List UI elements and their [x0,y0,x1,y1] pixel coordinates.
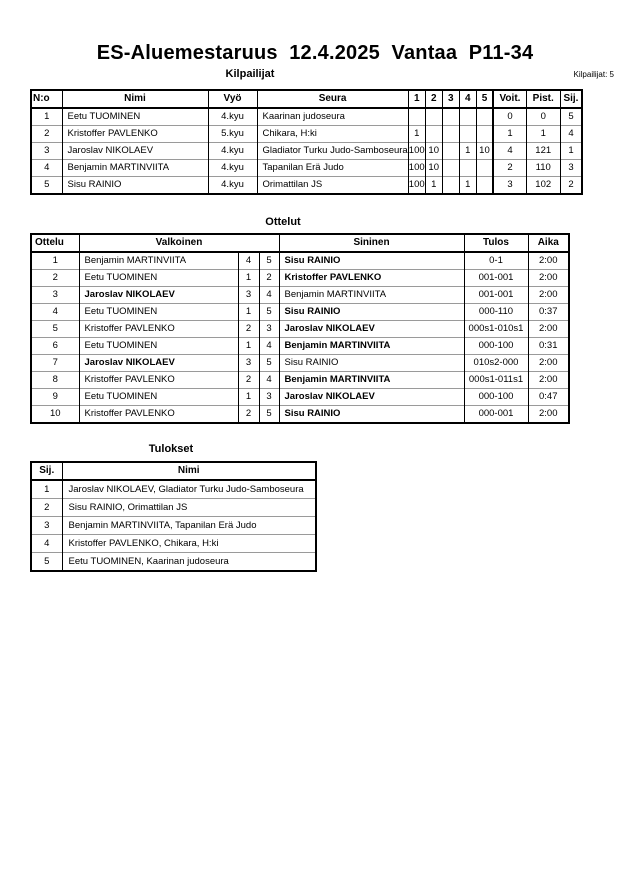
table-row [31,177,582,195]
cell-vyo: 4.kyu [208,108,257,126]
cell-snum: 3 [259,389,279,406]
cell-c4: 1 [459,143,476,160]
cell-c5 [476,160,493,177]
table-row [31,517,316,535]
cell-c1 [408,108,425,126]
cell-nimi: Jaroslav NIKOLAEV, Gladiator Turku Judo-Samboseura [62,480,316,499]
cell-aika: 2:00 [528,406,569,424]
cell-voit: 4 [493,143,526,160]
cell-vnum: 2 [238,406,259,424]
cell-sij: 5 [560,108,582,126]
cell-sij: 4 [560,126,582,143]
col-header-1: 1 [408,90,425,108]
cell-vnum: 1 [238,338,259,355]
cell-snum: 4 [259,372,279,389]
cell-valkoinen: Eetu TUOMINEN [79,338,238,355]
cell-c4 [459,160,476,177]
cell-no: 4 [31,160,62,177]
cell-snum: 4 [259,338,279,355]
cell-nimi: Sisu RAINIO [62,177,208,195]
table-row [31,126,582,143]
cell-c4: 1 [459,177,476,195]
section-heading-ottelut: Ottelut [265,216,301,228]
cell-tulos: 000s1-011s1 [464,372,528,389]
col-header-ottelu: Ottelu [31,234,79,252]
cell-voit: 3 [493,177,526,195]
cell-aika: 2:00 [528,355,569,372]
cell-c3 [442,108,459,126]
cell-c1: 100 [408,143,425,160]
table-row [31,321,569,338]
cell-vyo: 4.kyu [208,160,257,177]
cell-nimi: Eetu TUOMINEN [62,108,208,126]
table-row [31,389,569,406]
cell-c2: 10 [425,160,442,177]
cell-c4 [459,108,476,126]
cell-c5 [476,177,493,195]
table-header-row [31,462,316,480]
cell-valkoinen: Benjamin MARTINVIITA [79,252,238,270]
cell-vyo: 4.kyu [208,143,257,160]
cell-seura: Orimattilan JS [257,177,408,195]
cell-sij: 5 [31,553,62,572]
cell-aika: 2:00 [528,372,569,389]
cell-vnum: 4 [238,252,259,270]
cell-sij: 4 [31,535,62,553]
cell-tulos: 001-001 [464,287,528,304]
cell-sininen: Sisu RAINIO [279,406,464,424]
cell-sininen: Sisu RAINIO [279,252,464,270]
cell-seura: Tapanilan Erä Judo [257,160,408,177]
cell-snum: 2 [259,270,279,287]
cell-valkoinen: Eetu TUOMINEN [79,270,238,287]
cell-snum: 5 [259,355,279,372]
cell-c3 [442,126,459,143]
cell-valkoinen: Eetu TUOMINEN [79,304,238,321]
col-header-voit: Voit. [493,90,526,108]
cell-sininen: Sisu RAINIO [279,304,464,321]
tulokset-table [30,461,317,572]
cell-no: 5 [31,177,62,195]
cell-sininen: Sisu RAINIO [279,355,464,372]
cell-ottelu: 8 [31,372,79,389]
cell-ottelu: 4 [31,304,79,321]
col-header-nimi: Nimi [62,462,316,480]
cell-valkoinen: Kristoffer PAVLENKO [79,321,238,338]
cell-voit: 0 [493,108,526,126]
cell-voit: 2 [493,160,526,177]
cell-vnum: 2 [238,321,259,338]
table-row [31,287,569,304]
cell-snum: 5 [259,304,279,321]
cell-seura: Gladiator Turku Judo-Samboseura [257,143,408,160]
cell-sininen: Jaroslav NIKOLAEV [279,389,464,406]
col-header-4: 4 [459,90,476,108]
cell-snum: 5 [259,406,279,424]
cell-seura: Kaarinan judoseura [257,108,408,126]
cell-no: 3 [31,143,62,160]
cell-sininen: Kristoffer PAVLENKO [279,270,464,287]
cell-c1: 100 [408,177,425,195]
cell-c2 [425,108,442,126]
cell-c5 [476,126,493,143]
cell-tulos: 001-001 [464,270,528,287]
cell-c2 [425,126,442,143]
cell-nimi: Kristoffer PAVLENKO, Chikara, H:ki [62,535,316,553]
cell-nimi: Benjamin MARTINVIITA, Tapanilan Erä Judo [62,517,316,535]
cell-ottelu: 5 [31,321,79,338]
col-header-sij: Sij. [560,90,582,108]
cell-voit: 1 [493,126,526,143]
col-header-no: N:o [31,90,62,108]
cell-aika: 2:00 [528,321,569,338]
table-row [31,304,569,321]
section-heading-tulokset: Tulokset [148,443,194,455]
cell-ottelu: 3 [31,287,79,304]
cell-tulos: 000-100 [464,338,528,355]
cell-aika: 2:00 [528,252,569,270]
ottelut-table [30,233,570,424]
cell-vnum: 2 [238,372,259,389]
cell-ottelu: 10 [31,406,79,424]
cell-ottelu: 2 [31,270,79,287]
col-header-pist: Pist. [526,90,560,108]
col-header-3: 3 [442,90,459,108]
cell-sij: 1 [44,484,50,495]
cell-ottelu: 1 [52,255,58,266]
page-title: ES-Aluemestaruus 12.4.2025 Vantaa P11-34 [96,42,534,64]
col-header-sij: Sij. [31,462,62,480]
col-header-tulos: Tulos [464,234,528,252]
cell-snum: 3 [259,321,279,338]
cell-vnum: 3 [238,355,259,372]
cell-seura: Chikara, H:ki [257,126,408,143]
cell-vyo: 5.kyu [208,126,257,143]
cell-sij: 3 [560,160,582,177]
cell-aika: 2:00 [528,287,569,304]
table-row [31,499,316,517]
cell-valkoinen: Jaroslav NIKOLAEV [79,287,238,304]
cell-tulos: 000-100 [464,389,528,406]
cell-c1: 100 [408,160,425,177]
table-row [31,160,582,177]
table-header-row [31,234,569,252]
col-header-nimi: Nimi [62,90,208,108]
cell-c2: 10 [425,143,442,160]
cell-ottelu: 9 [31,389,79,406]
section-heading-kilpailijat: Kilpailijat [225,68,275,80]
cell-c4 [459,126,476,143]
table-row [31,143,582,160]
cell-tulos: 010s2-000 [464,355,528,372]
table-row [31,270,569,287]
col-header-2: 2 [425,90,442,108]
cell-aika: 0:31 [528,338,569,355]
cell-vyo: 4.kyu [208,177,257,195]
cell-snum: 4 [259,287,279,304]
cell-valkoinen: Kristoffer PAVLENKO [79,406,238,424]
cell-vnum: 3 [238,287,259,304]
cell-valkoinen: Eetu TUOMINEN [79,389,238,406]
col-header-sininen: Sininen [279,234,464,252]
cell-snum: 5 [259,252,279,270]
cell-pist: 102 [526,177,560,195]
cell-pist: 110 [526,160,560,177]
cell-sininen: Benjamin MARTINVIITA [279,287,464,304]
cell-pist: 121 [526,143,560,160]
cell-valkoinen: Kristoffer PAVLENKO [79,372,238,389]
table-row [31,252,569,270]
cell-c2: 1 [425,177,442,195]
cell-nimi: Sisu RAINIO, Orimattilan JS [62,499,316,517]
col-header-valkoinen: Valkoinen [79,234,279,252]
cell-c1: 1 [408,126,425,143]
cell-sininen: Benjamin MARTINVIITA [279,372,464,389]
table-row [31,338,569,355]
cell-pist: 0 [526,108,560,126]
cell-c3 [442,143,459,160]
col-header-aika: Aika [528,234,569,252]
col-header-5: 5 [476,90,493,108]
cell-c3 [442,177,459,195]
cell-sij: 2 [560,177,582,195]
cell-pist: 1 [526,126,560,143]
cell-tulos: 000-110 [464,304,528,321]
cell-sininen: Jaroslav NIKOLAEV [279,321,464,338]
cell-sij: 2 [31,499,62,517]
cell-no: 2 [31,126,62,143]
cell-tulos: 000-001 [464,406,528,424]
cell-vnum: 1 [238,389,259,406]
cell-c5: 10 [476,143,493,160]
cell-aika: 0:47 [528,389,569,406]
cell-sininen: Benjamin MARTINVIITA [279,338,464,355]
cell-c5 [476,108,493,126]
cell-c3 [442,160,459,177]
cell-nimi: Kristoffer PAVLENKO [62,126,208,143]
cell-ottelu: 7 [31,355,79,372]
cell-no: 1 [44,111,50,122]
cell-vnum: 1 [238,270,259,287]
table-row [31,553,316,572]
table-row [31,108,582,126]
table-row [31,535,316,553]
cell-aika: 0:37 [528,304,569,321]
cell-sij: 1 [560,143,582,160]
cell-nimi: Eetu TUOMINEN, Kaarinan judoseura [62,553,316,572]
table-row [31,355,569,372]
cell-sij: 3 [31,517,62,535]
cell-vnum: 1 [238,304,259,321]
table-row [31,480,316,499]
cell-nimi: Benjamin MARTINVIITA [62,160,208,177]
table-header-row [31,90,582,108]
cell-tulos: 0-1 [464,252,528,270]
cell-nimi: Jaroslav NIKOLAEV [62,143,208,160]
table-row [31,372,569,389]
cell-aika: 2:00 [528,270,569,287]
kilpailijat-table [30,89,583,195]
cell-valkoinen: Jaroslav NIKOLAEV [79,355,238,372]
competitor-count-label: Kilpailijat: 5 [573,70,614,79]
cell-tulos: 000s1-010s1 [464,321,528,338]
col-header-seura: Seura [257,90,408,108]
table-row [31,406,569,424]
cell-ottelu: 6 [31,338,79,355]
col-header-vyo: Vyö [208,90,257,108]
